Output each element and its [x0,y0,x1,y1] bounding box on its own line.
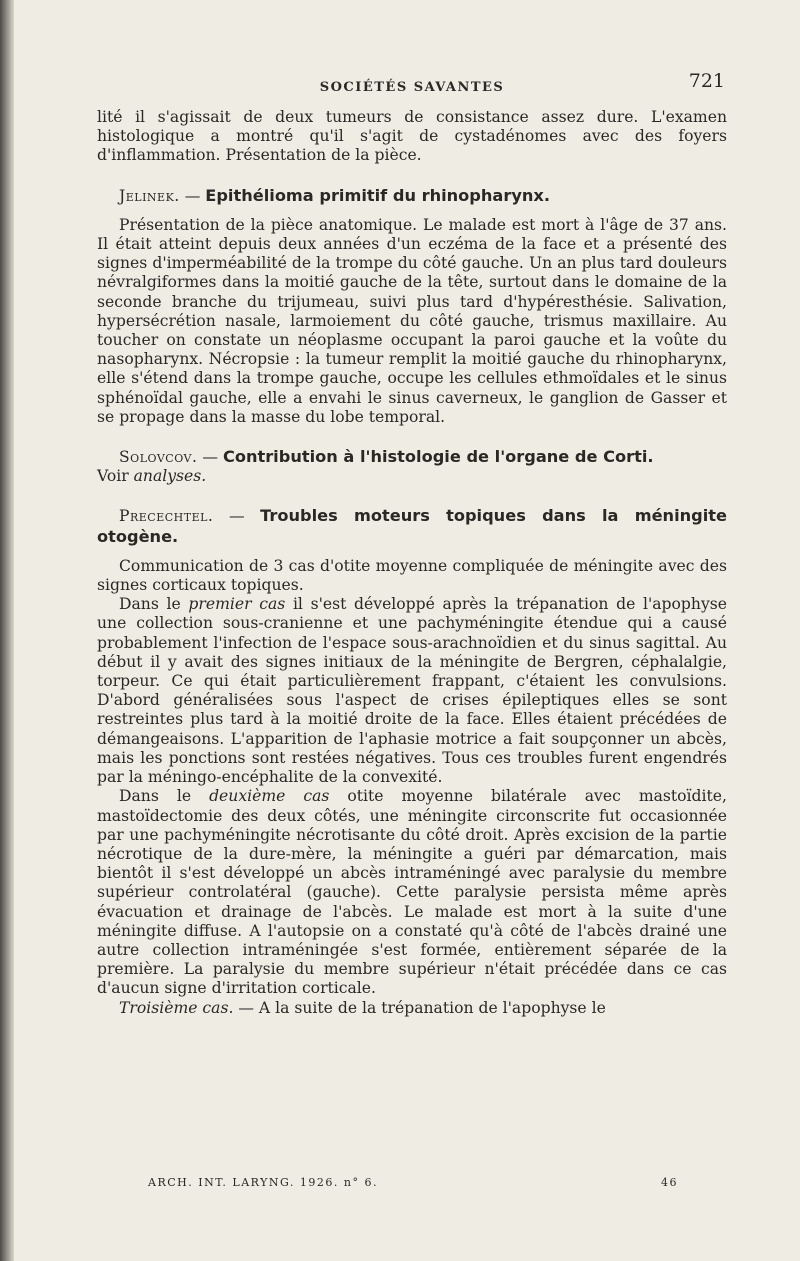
signature-mark: 46 [661,1176,678,1189]
case-text: — A la suite de la trépanation de l'apophyse le [233,998,606,1017]
case-prefix: Dans le [119,787,210,806]
entry-heading [97,506,727,546]
paragraph-communication: Communication de 3 cas d'otite moyenne compliquée de méningite avec des signes corticaux topiques. [97,556,727,595]
entry-title: Contribution à l'histologie de l'organe de Corti. [222,447,654,467]
case-label: premier cas [188,595,286,614]
running-header [97,72,727,108]
intro-paragraph: lité il s'agissait de deux tumeurs de consistance assez dure. L'examen histologique a montré qu'il s'agit de cystadénomes avec des foyers d'inflammation. Présentation de la pièce. [97,108,727,165]
author-name: Solovcov. [119,448,198,467]
case-label: deuxième cas [209,787,330,806]
entry-title: Troubles moteurs topiques dans la méningite otogène. [97,506,727,546]
paragraph-first-case [97,595,727,787]
see-target: analyses. [133,467,207,486]
author-name: Jelinek. [119,186,180,205]
case-text: il s'est développé après la trépanation de l'apophyse une collection sous-cranienne et une pachyméningite étendue qui a causé probablement l'infection de l'espace sous-arachnoïdien et du sinus sagittal. Au début il y avait des signes initiaux de la méningite de Bergren, céphalalgie, torpeur. Ce qui était particulièrement frappant, c'étaient les convulsions. D'abord généralisées sous l'aspect de crises épileptiques elles se sont restreintes plus tard à la moitié droite de la face. Elles étaient précédées de démangeaisons. L'apparition de l'aphasie motrice a fait soupçonner un abcès, mais les ponctions sont restées négatives. Tous ces troubles furent engendrés par la méningo-encéphalite de la convexité. [97,595,727,787]
paragraph-third-case [97,999,727,1018]
entry-jelinek [97,186,727,427]
entry-solovcov [97,447,727,486]
journal-reference: ARCH. INT. LARYNG. 1926. n° 6. [148,1176,378,1189]
case-label: Troisième cas. [119,998,234,1017]
dash: — [213,507,261,526]
case-text: otite moyenne bilatérale avec mastoïdite, mastoïdectomie des deux côtés, une méningite circonscrite fut occasionnée par une pachyméningite nécrotisante du côté droit. Après excision de la partie nécrotique de la dure-mère, la méningite a guéri par démarcation, mais bientôt il s'est développé un abcès intraméningé avec paralysie du membre supérieur controlatéral (gauche). Cette paralysie persista même après évacuation et drainage de l'abcès. Le malade est mort à la suite d'une méningite diffuse. A l'autopsie on a constaté qu'à côté de l'abcès drainé une autre collection intraméningée s'est formée, entièrement séparée de la première. La paralysie du membre supérieur n'était précédée dans ce cas d'aucun signe d'irritation corticale. [97,787,727,998]
see-prefix: Voir [97,467,134,486]
document-page [97,72,727,1018]
book-binding-shadow [0,0,14,1261]
case-prefix: Dans le [119,595,189,614]
cross-reference [97,467,727,486]
paragraph-second-case [97,787,727,998]
dash: — [179,186,206,205]
entry-heading [97,447,727,467]
entry-title: Epithélioma primitif du rhinopharynx. [205,185,550,205]
page-number: 721 [688,70,725,92]
entry-precechtel [97,506,727,1017]
running-title: SOCIÉTÉS SAVANTES [319,80,505,95]
entry-heading [97,186,727,206]
dash: — [197,448,223,467]
author-name: Precechtel. [119,507,214,526]
entry-body: Présentation de la pièce anatomique. Le malade est mort à l'âge de 37 ans. Il était atteint depuis deux années d'un eczéma de la face et a présenté des signes d'imperméabilité de la trompe du côté gauche. Un an plus tard douleurs névralgiformes dans la moitié gauche de la tête, surtout dans le domaine de la seconde branche du trijumeau, suivi plus tard d'hypéresthésie. Salivation, hypersécrétion nasale, larmoiement du côté gauche, trismus maxillaire. Au toucher on constate un néoplasme occupant la paroi gauche et la voûte du nasopharynx. Nécropsie : la tumeur remplit la moitié gauche du rhinopharynx, elle s'étend dans la trompe gauche, occupe les cellules ethmoïdales et le sinus sphénoïdal gauche, elle a envahi le sinus caverneux, le ganglion de Gasser et se propage dans la masse du lobe temporal. [97,215,727,426]
